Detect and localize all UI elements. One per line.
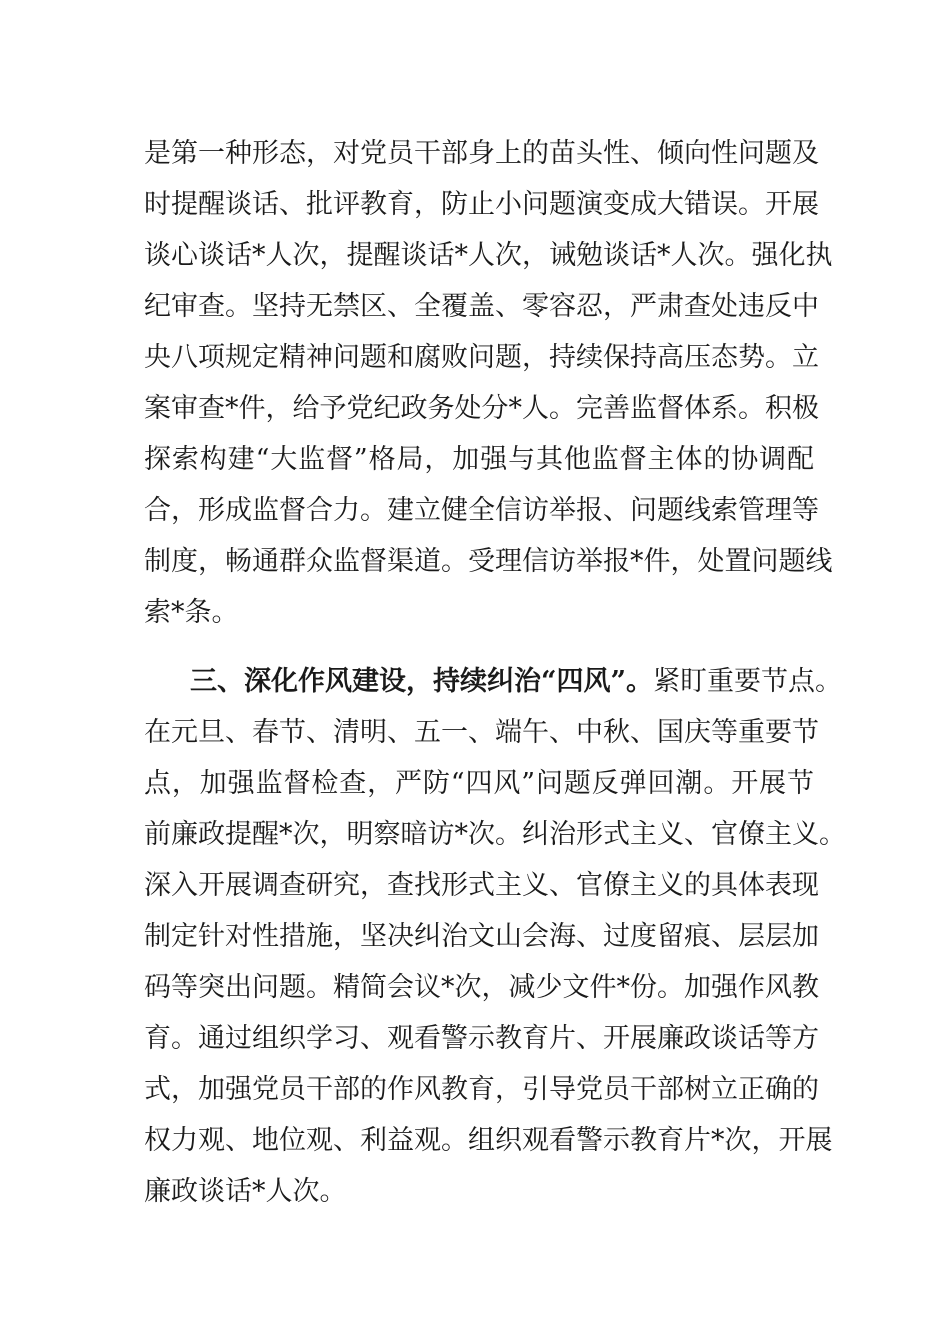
section-heading-line (144, 656, 843, 707)
paragraph-discipline-supervision (144, 128, 833, 638)
text-line: 纪审查。坚持无禁区、全覆盖、零容忍，严肃查处违反中 (144, 291, 819, 322)
text-line: 权力观、地位观、利益观。组织观看警示教育片*次，开展 (144, 1125, 833, 1156)
text-line: 前廉政提醒*次，明察暗访*次。纠治形式主义、官僚主义。 (144, 819, 846, 850)
text-line: 时提醒谈话、批评教育，防止小问题演变成大错误。开展 (144, 189, 819, 220)
text-line: 合，形成监督合力。建立健全信访举报、问题线索管理等 (144, 495, 819, 526)
text-line: 育。通过组织学习、观看警示教育片、开展廉政谈话等方 (144, 1023, 819, 1054)
text-line: 廉政谈话*人次。 (144, 1176, 347, 1207)
text-line: 深入开展调查研究，查找形式主义、官僚主义的具体表现 (144, 870, 819, 901)
heading-line-text: 紧盯重要节点。 (653, 666, 843, 697)
text-line: 索*条。 (144, 597, 239, 628)
text-line: 点，加强监督检查，严防“四风”问题反弹回潮。开展节 (144, 768, 814, 799)
text-line: 央八项规定精神问题和腐败问题，持续保持高压态势。立 (144, 342, 819, 373)
paragraph-work-style (144, 656, 846, 1217)
text-line: 码等突出问题。精简会议*次，减少文件*份。加强作风教 (144, 972, 819, 1003)
text-line: 案审查*件，给予党纪政务处分*人。完善监督体系。积极 (144, 393, 819, 424)
text-line: 制定针对性措施，坚决纠治文山会海、过度留痕、层层加 (144, 921, 819, 952)
text-line: 是第一种形态，对党员干部身上的苗头性、倾向性问题及 (144, 138, 819, 169)
text-line: 探索构建“大监督”格局，加强与其他监督主体的协调配 (144, 444, 814, 475)
paragraph-spacer (144, 638, 814, 656)
text-line: 制度，畅通群众监督渠道。受理信访举报*件，处置问题线 (144, 546, 833, 577)
text-line: 谈心谈话*人次，提醒谈话*人次，诫勉谈话*人次。强化执 (144, 240, 833, 271)
text-line: 在元旦、春节、清明、五一、端午、中秋、国庆等重要节 (144, 717, 819, 748)
document-body (144, 128, 846, 1217)
text-line: 式，加强党员干部的作风教育，引导党员干部树立正确的 (144, 1074, 819, 1105)
section-heading: 三、深化作风建设，持续纠治“四风”。 (190, 666, 654, 697)
